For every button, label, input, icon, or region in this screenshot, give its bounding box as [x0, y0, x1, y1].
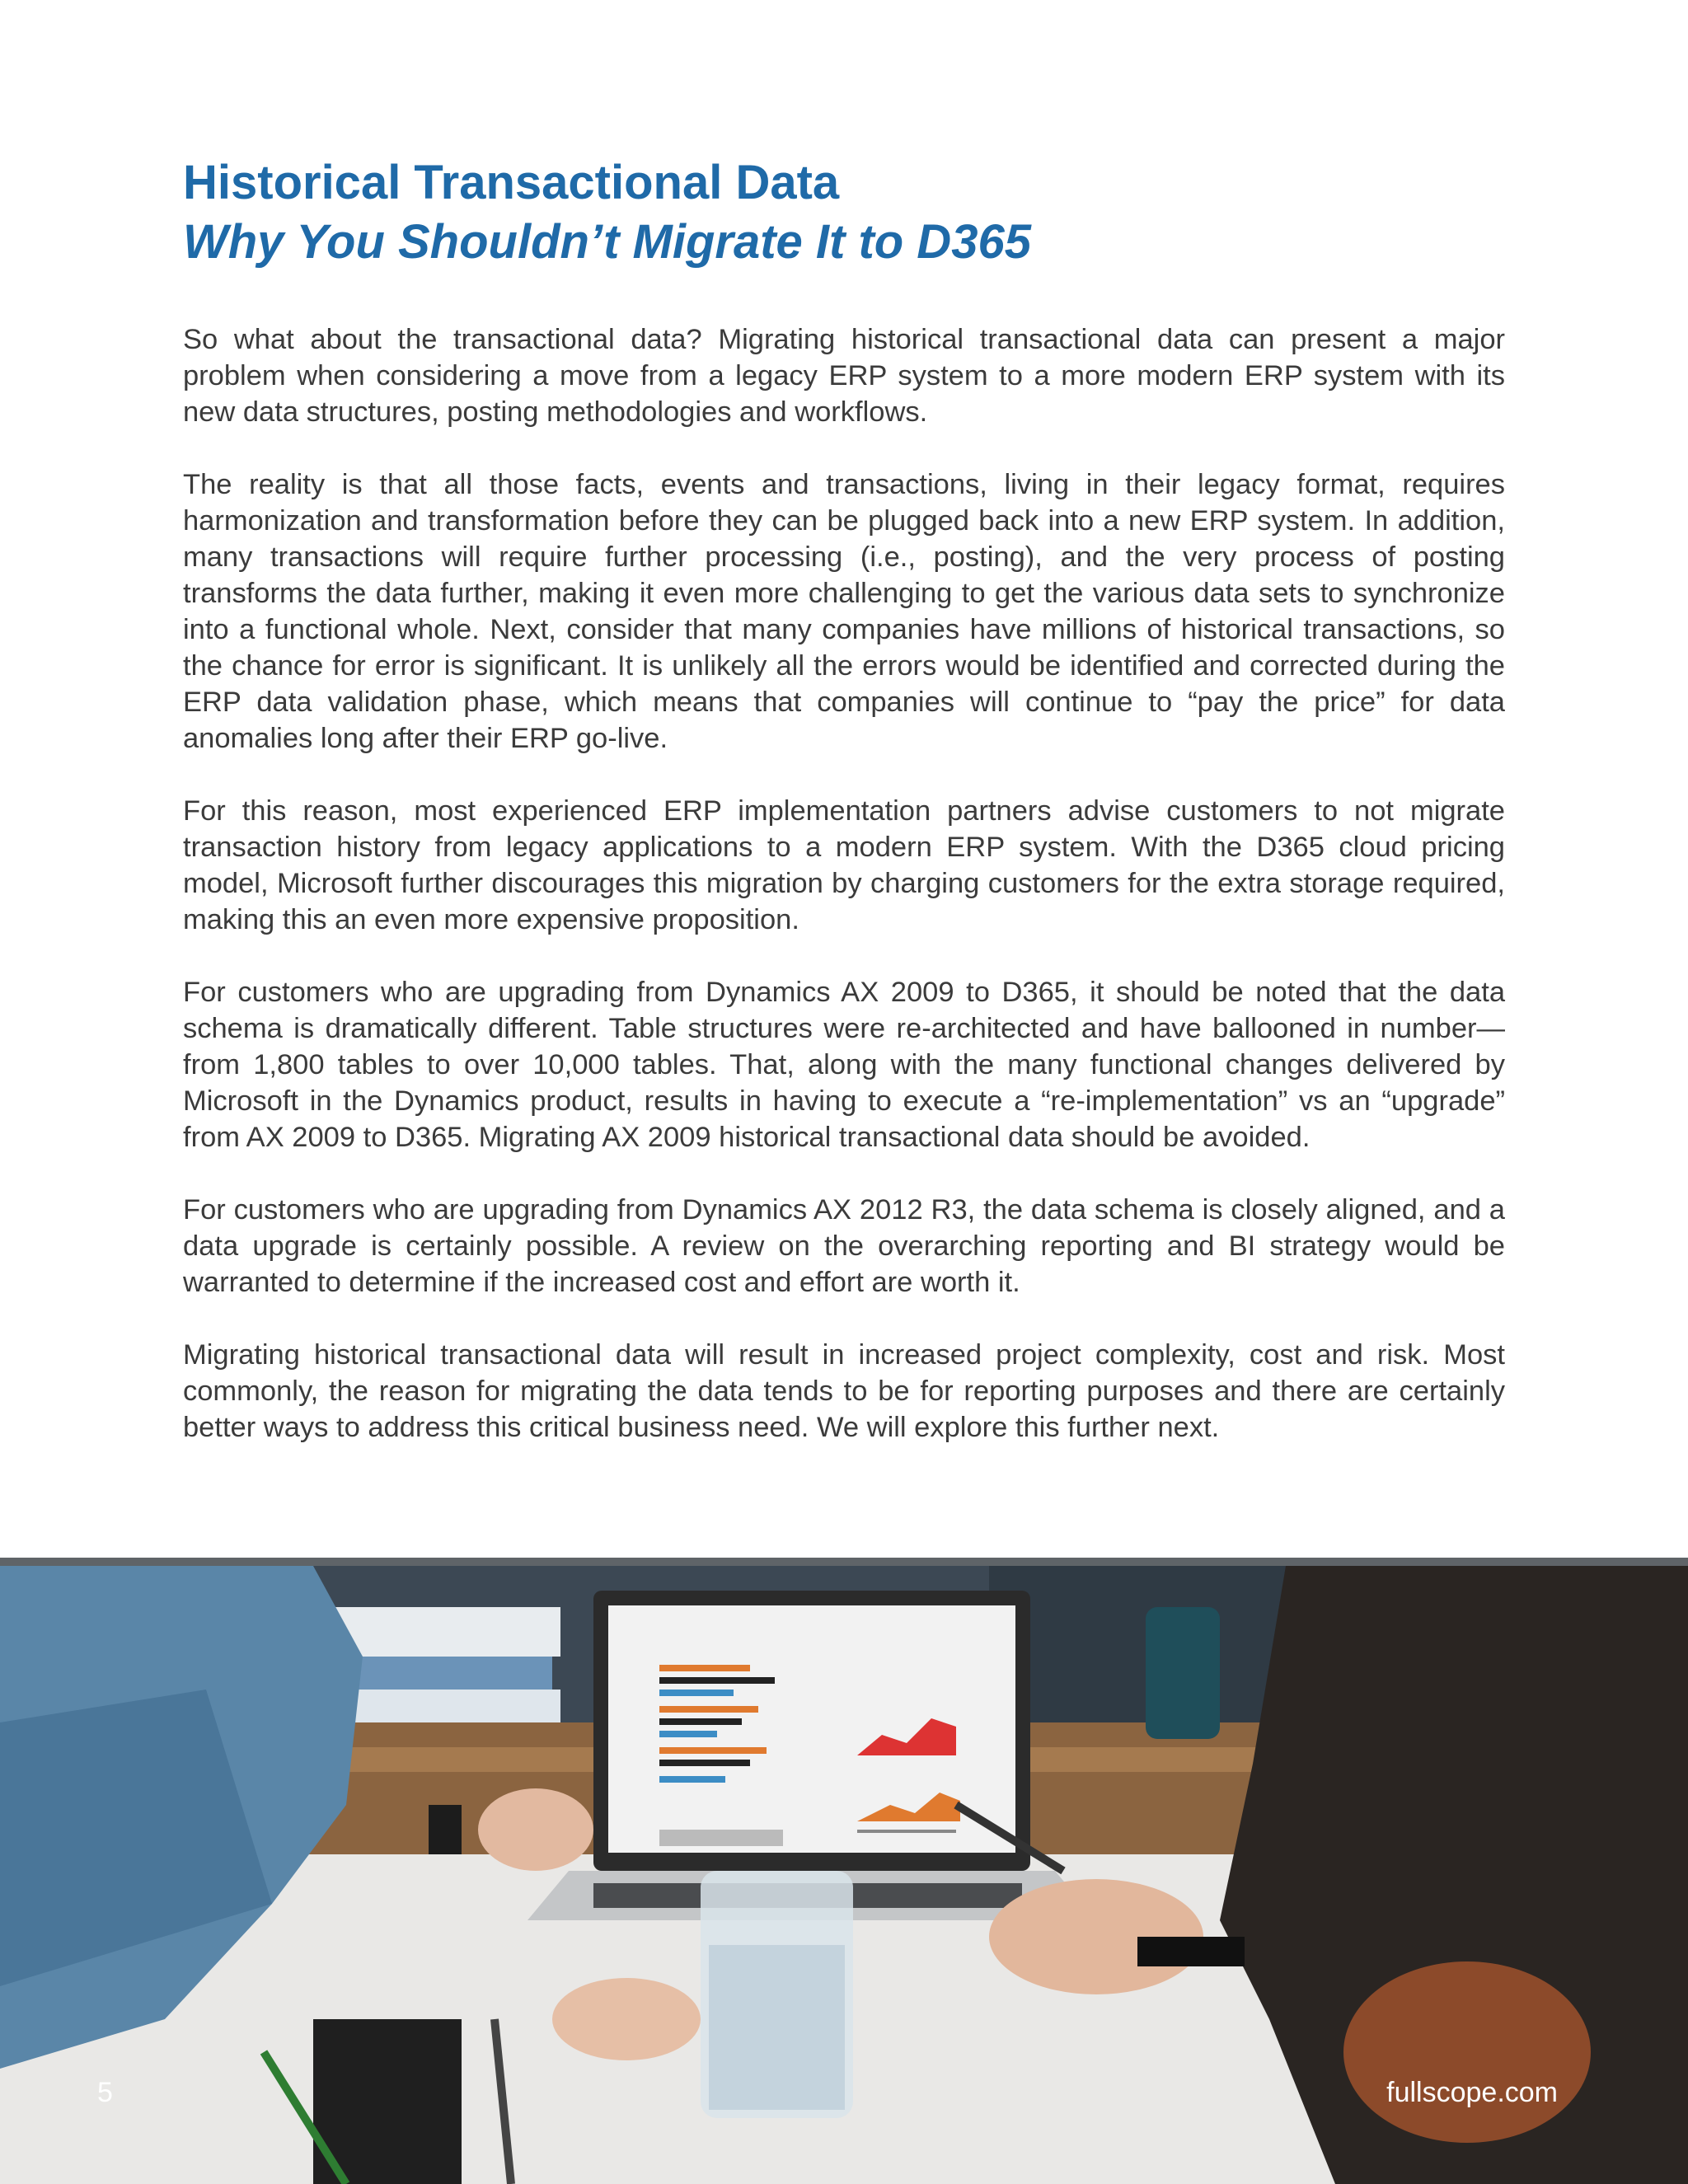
page-number: 5 — [97, 2077, 113, 2108]
footer-website: fullscope.com — [1386, 2077, 1558, 2108]
paragraph-3: For this reason, most experienced ERP implementation partners advise customers to not migrate transaction history from legacy applications to a modern ERP system. With the D365 cloud pricing model, Microsoft further discourages this migration by charging customers for the extra storage required, making this an even more expensive proposition. — [183, 795, 1505, 935]
page-subtitle: Why You Shouldn’t Migrate It to D365 — [183, 215, 1031, 269]
title-block — [183, 153, 1518, 272]
paragraph-5: For customers who are upgrading from Dynamics AX 2012 R3, the data schema is closely aligned, and a data upgrade is certainly possible. A review on the overarching reporting and BI strategy would be warranted to determine if the increased cost and effort are worth it. — [183, 1194, 1505, 1298]
paragraph-4: For customers who are upgrading from Dynamics AX 2009 to D365, it should be noted that the data schema is dramatically different. Table structures were re-architected and have ballooned in number—from 1,800 tables to over 10,000 tables. That, along with the many functional changes delivered by Microsoft in the Dynamics product, results in having to execute a “re-implementation” vs an “upgrade” from AX 2009 to D365. Migrating AX 2009 historical transactional data should be avoided. — [183, 977, 1505, 1153]
page-title: Historical Transactional Data — [183, 156, 840, 209]
paragraph-6: Migrating historical transactional data will result in increased project complexity, cost and risk. Most commonly, the reason for migrating the data tends to be for reporting purposes and there are certainly better ways to address this critical business need. We will explore this further next. — [183, 1339, 1505, 1443]
paragraph-1: So what about the transactional data? Migrating historical transactional data can present a major problem when considering a move from a legacy ERP system to a more modern ERP system with its new data structures, posting methodologies and workflows. — [183, 324, 1505, 428]
paragraph-2: The reality is that all those facts, events and transactions, living in their legacy format, requires harmonization and transformation before they can be plugged back into a new ERP system. In addition, many transactions will require further processing (i.e., posting), and the very process of posting transforms the data further, making it even more challenging to get the various data sets to synchronize into a functional whole. Next, consider that many companies have millions of historical transactions, so the chance for error is significant. It is unlikely all the errors would be identified and corrected during the ERP data validation phase, which means that companies will continue to “pay the price” for data anomalies long after their ERP go-live. — [183, 469, 1505, 754]
body-text — [183, 321, 1505, 1482]
